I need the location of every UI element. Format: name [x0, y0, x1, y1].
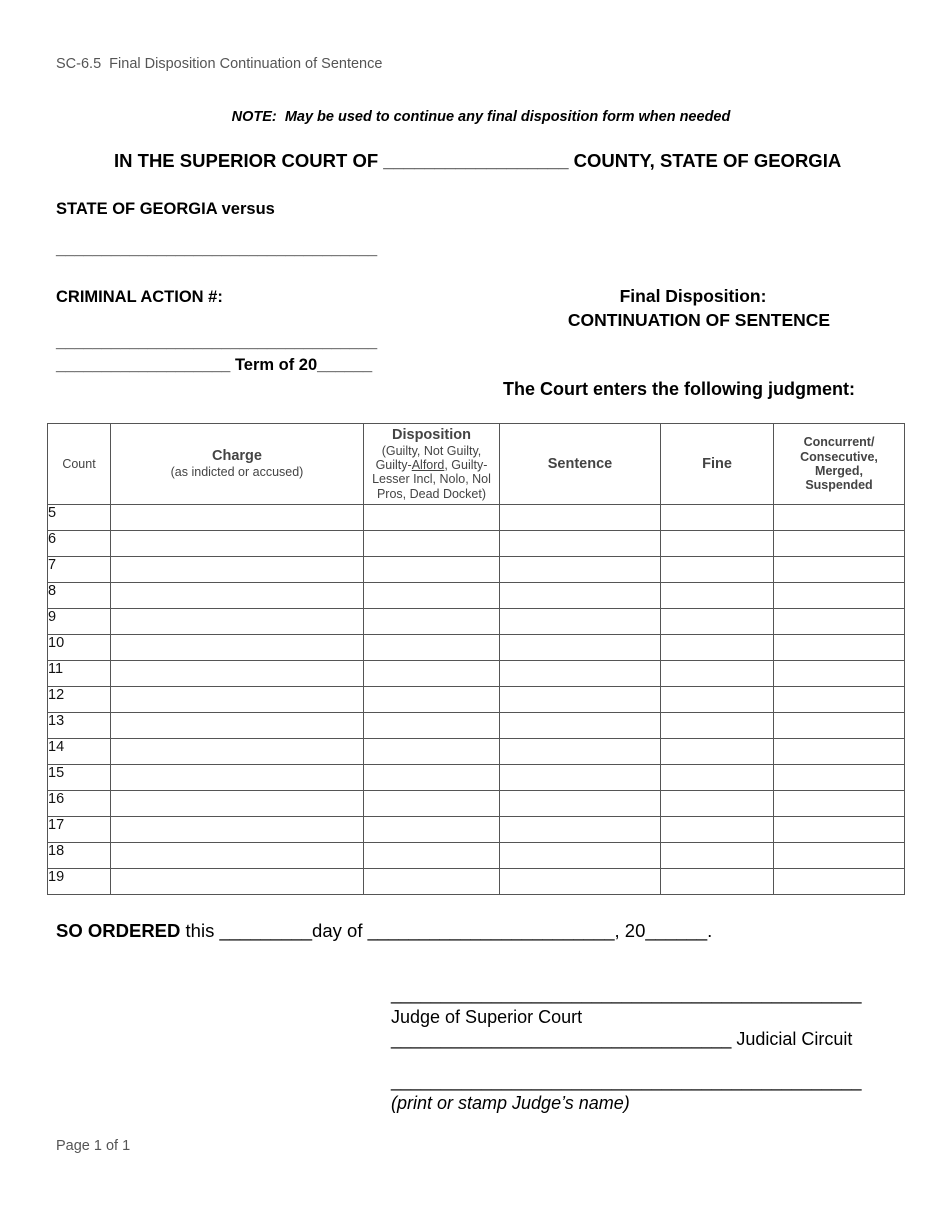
charge-cell[interactable] — [111, 531, 364, 557]
fine-cell[interactable] — [661, 557, 774, 583]
concurrent-cell[interactable] — [774, 583, 905, 609]
disposition-cell[interactable] — [364, 531, 500, 557]
judicial-circuit-line[interactable]: __________________________________ Judicial Circuit — [391, 1029, 853, 1049]
table-row — [48, 765, 905, 791]
judge-name-label: (print or stamp Judge’s name) — [391, 1093, 630, 1113]
disposition-subtitle: CONTINUATION OF SENTENCE — [567, 310, 831, 330]
header-disposition: Disposition (Guilty, Not Guilty, Guilty-Alford, Guilty- Lesser Incl, Nolo, Nol Pros, Dead Docket) — [364, 424, 500, 505]
count-number: 15 — [48, 765, 111, 791]
usage-note: NOTE: May be used to continue any final disposition form when needed — [231, 109, 731, 125]
table-row — [48, 869, 905, 895]
count-number: 6 — [48, 531, 111, 557]
fine-cell[interactable] — [661, 843, 774, 869]
charge-cell[interactable] — [111, 505, 364, 531]
header-count: Count — [48, 424, 111, 505]
concurrent-cell[interactable] — [774, 609, 905, 635]
sentence-cell[interactable] — [500, 531, 661, 557]
charge-cell[interactable] — [111, 583, 364, 609]
fine-cell[interactable] — [661, 869, 774, 895]
disposition-cell[interactable] — [364, 817, 500, 843]
sentence-cell[interactable] — [500, 609, 661, 635]
disposition-cell[interactable] — [364, 843, 500, 869]
fine-cell[interactable] — [661, 505, 774, 531]
sentence-cell[interactable] — [500, 843, 661, 869]
concurrent-cell[interactable] — [774, 661, 905, 687]
table-row — [48, 635, 905, 661]
fine-cell[interactable] — [661, 713, 774, 739]
charge-cell[interactable] — [111, 817, 364, 843]
count-number: 9 — [48, 609, 111, 635]
disposition-title: Final Disposition: — [619, 286, 767, 306]
sentence-cell[interactable] — [500, 635, 661, 661]
disposition-cell[interactable] — [364, 869, 500, 895]
concurrent-cell[interactable] — [774, 687, 905, 713]
charge-cell[interactable] — [111, 661, 364, 687]
count-number: 17 — [48, 817, 111, 843]
term-line[interactable]: ___________________ Term of 20______ — [56, 356, 373, 374]
fine-cell[interactable] — [661, 791, 774, 817]
disposition-cell[interactable] — [364, 609, 500, 635]
concurrent-cell[interactable] — [774, 869, 905, 895]
sentence-cell[interactable] — [500, 739, 661, 765]
count-number: 13 — [48, 713, 111, 739]
concurrent-cell[interactable] — [774, 505, 905, 531]
charge-cell[interactable] — [111, 739, 364, 765]
sentence-cell[interactable] — [500, 505, 661, 531]
disposition-cell[interactable] — [364, 583, 500, 609]
criminal-action-label: CRIMINAL ACTION #: — [56, 288, 223, 306]
disposition-cell[interactable] — [364, 739, 500, 765]
fine-cell[interactable] — [661, 583, 774, 609]
charge-cell[interactable] — [111, 765, 364, 791]
count-number: 5 — [48, 505, 111, 531]
concurrent-cell[interactable] — [774, 557, 905, 583]
count-number: 11 — [48, 661, 111, 687]
count-number: 14 — [48, 739, 111, 765]
fine-cell[interactable] — [661, 817, 774, 843]
disposition-cell[interactable] — [364, 765, 500, 791]
disposition-cell[interactable] — [364, 635, 500, 661]
charge-cell[interactable] — [111, 635, 364, 661]
so-ordered-line[interactable]: SO ORDERED this _________day of ________________________, 20______. — [56, 920, 713, 941]
judgment-heading: The Court enters the following judgment: — [503, 379, 855, 399]
header-concurrent: Concurrent/ Consecutive, Merged, Suspended — [774, 424, 905, 505]
count-number: 10 — [48, 635, 111, 661]
table-header-row — [48, 424, 905, 505]
sentence-cell[interactable] — [500, 791, 661, 817]
sentence-cell[interactable] — [500, 765, 661, 791]
concurrent-cell[interactable] — [774, 765, 905, 791]
disposition-cell[interactable] — [364, 661, 500, 687]
table-row — [48, 609, 905, 635]
sentence-table — [47, 423, 905, 895]
count-number: 16 — [48, 791, 111, 817]
sentence-cell[interactable] — [500, 557, 661, 583]
disposition-cell[interactable] — [364, 687, 500, 713]
fine-cell[interactable] — [661, 609, 774, 635]
count-number: 19 — [48, 869, 111, 895]
sentence-cell[interactable] — [500, 713, 661, 739]
judge-signature-line[interactable]: _______________________________________________ — [391, 984, 862, 1004]
fine-cell[interactable] — [661, 687, 774, 713]
charge-cell[interactable] — [111, 557, 364, 583]
sentence-cell[interactable] — [500, 869, 661, 895]
page-number: Page 1 of 1 — [56, 1138, 131, 1154]
disposition-cell[interactable] — [364, 713, 500, 739]
charge-cell[interactable] — [111, 869, 364, 895]
concurrent-cell[interactable] — [774, 713, 905, 739]
concurrent-cell[interactable] — [774, 739, 905, 765]
table-row — [48, 583, 905, 609]
fine-cell[interactable] — [661, 765, 774, 791]
table-row — [48, 843, 905, 869]
table-row — [48, 505, 905, 531]
charge-cell[interactable] — [111, 713, 364, 739]
sentence-cell[interactable] — [500, 583, 661, 609]
disposition-cell[interactable] — [364, 557, 500, 583]
count-number: 8 — [48, 583, 111, 609]
concurrent-cell[interactable] — [774, 817, 905, 843]
concurrent-cell[interactable] — [774, 635, 905, 661]
defendant-name-line[interactable]: ___________________________________ — [56, 240, 378, 258]
charge-cell[interactable] — [111, 843, 364, 869]
header-fine: Fine — [661, 424, 774, 505]
fine-cell[interactable] — [661, 531, 774, 557]
header-sentence: Sentence — [500, 424, 661, 505]
table-row — [48, 557, 905, 583]
fine-cell[interactable] — [661, 661, 774, 687]
charge-cell[interactable] — [111, 791, 364, 817]
charge-cell[interactable] — [111, 609, 364, 635]
header-charge: Charge (as indicted or accused) — [111, 424, 364, 505]
table-row — [48, 661, 905, 687]
sentence-cell[interactable] — [500, 817, 661, 843]
table-row — [48, 713, 905, 739]
concurrent-cell[interactable] — [774, 791, 905, 817]
fine-cell[interactable] — [661, 635, 774, 661]
court-title: IN THE SUPERIOR COURT OF __________________ COUNTY, STATE OF GEORGIA — [114, 150, 842, 171]
sentence-cell[interactable] — [500, 687, 661, 713]
versus-label: STATE OF GEORGIA versus — [56, 200, 275, 218]
table-row — [48, 687, 905, 713]
fine-cell[interactable] — [661, 739, 774, 765]
concurrent-cell[interactable] — [774, 843, 905, 869]
charge-cell[interactable] — [111, 687, 364, 713]
table-row — [48, 791, 905, 817]
judge-label: Judge of Superior Court — [391, 1007, 583, 1027]
form-id: SC-6.5 Final Disposition Continuation of Sentence — [56, 56, 383, 72]
judge-name-line[interactable]: _______________________________________________ — [391, 1071, 862, 1091]
count-number: 7 — [48, 557, 111, 583]
table-row — [48, 817, 905, 843]
case-number-line[interactable]: ___________________________________ — [56, 333, 378, 351]
count-number: 12 — [48, 687, 111, 713]
sentence-cell[interactable] — [500, 661, 661, 687]
table-row — [48, 739, 905, 765]
table-row — [48, 531, 905, 557]
count-number: 18 — [48, 843, 111, 869]
disposition-cell[interactable] — [364, 505, 500, 531]
concurrent-cell[interactable] — [774, 531, 905, 557]
disposition-cell[interactable] — [364, 791, 500, 817]
